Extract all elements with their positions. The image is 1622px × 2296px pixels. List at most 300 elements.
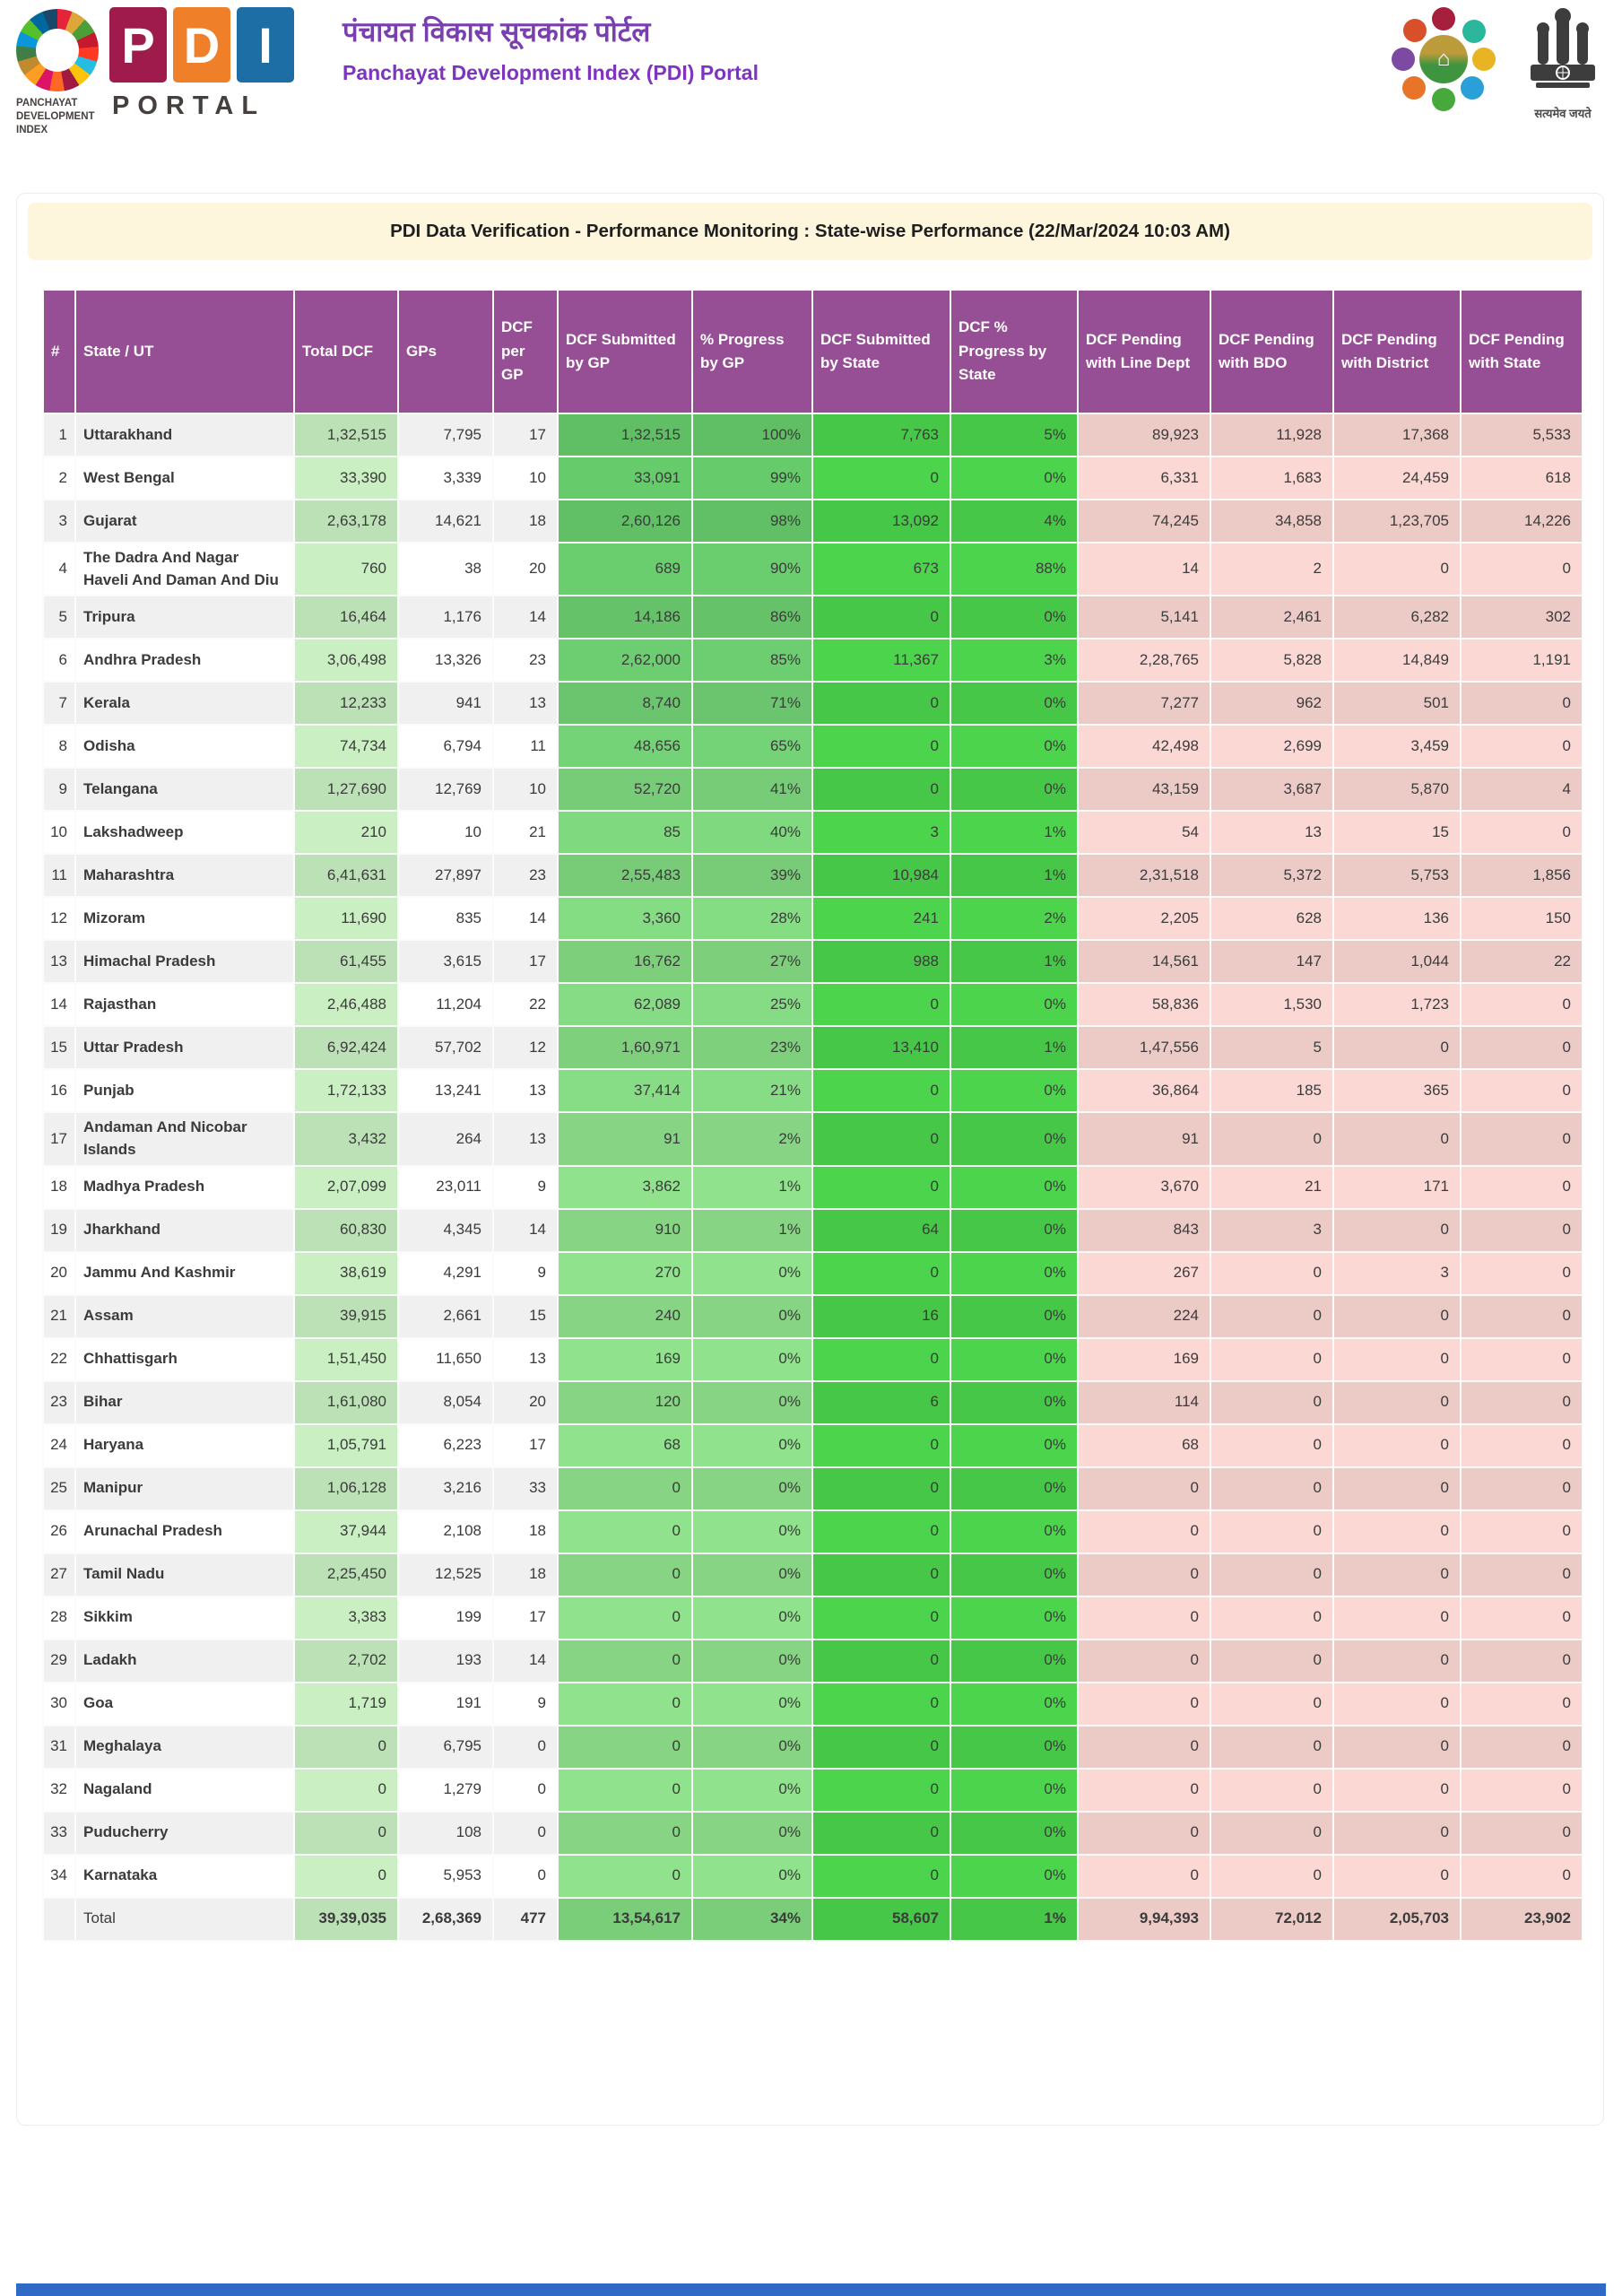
portal-word: PORTAL (112, 91, 266, 120)
cell-rank: 19 (43, 1209, 75, 1252)
cell-dcf-submitted-by-gp: 62,089 (558, 983, 692, 1026)
cell-dcf-submitted-by-state: 7,763 (812, 413, 950, 457)
cell-gps: 6,795 (398, 1726, 493, 1769)
cell-dcf-per-gp: 14 (493, 1209, 558, 1252)
cell-rank: 23 (43, 1381, 75, 1424)
statewise-performance-table (42, 289, 1583, 1942)
content-card (16, 193, 1604, 2126)
cell-rank: 14 (43, 983, 75, 1026)
cell-gps: 264 (398, 1112, 493, 1165)
cell-total-dcf: 1,72,133 (294, 1069, 398, 1112)
cell-dcf-submitted-by-gp: 0 (558, 1639, 692, 1683)
cell-dcf-pct-progress-by-state: 0% (950, 1596, 1078, 1639)
cell-dcf-pending-bdo: 147 (1210, 940, 1333, 983)
cell-dcf-submitted-by-gp: 2,60,126 (558, 500, 692, 543)
cell-dcf-submitted-by-state: 0 (812, 1596, 950, 1639)
cell-gps: 27,897 (398, 854, 493, 897)
cell-dcf-pending-district: 0 (1333, 1424, 1461, 1467)
cell-rank: 17 (43, 1112, 75, 1165)
cell-state-ut: Rajasthan (75, 983, 294, 1026)
cell-total-dcf: 1,51,450 (294, 1338, 398, 1381)
cell-dcf-pending-district: 0 (1333, 1553, 1461, 1596)
cell-dcf-pct-progress-by-state: 0% (950, 1467, 1078, 1510)
cell-dcf-pending-line-dept: 6,331 (1078, 457, 1210, 500)
cell-dcf-pending-bdo: 2,461 (1210, 596, 1333, 639)
table-row (43, 639, 1583, 682)
col-header-dcf-pending-district: DCF Pending with District (1333, 290, 1461, 413)
cell-state-ut: Nagaland (75, 1769, 294, 1812)
cell-dcf-pending-line-dept: 74,245 (1078, 500, 1210, 543)
cell-pct-progress-by-gp: 27% (692, 940, 812, 983)
table-row (43, 1424, 1583, 1467)
cell-dcf-pending-line-dept: 5,141 (1078, 596, 1210, 639)
cell-dcf-pending-bdo: 185 (1210, 1069, 1333, 1112)
cell-dcf-pending-state: 0 (1461, 1338, 1583, 1381)
cell-gps: 2,68,369 (398, 1898, 493, 1941)
cell-total-dcf: 3,06,498 (294, 639, 398, 682)
cell-gps: 2,108 (398, 1510, 493, 1553)
cell-total-dcf: 1,32,515 (294, 413, 398, 457)
cell-dcf-pending-bdo: 0 (1210, 1252, 1333, 1295)
cell-dcf-submitted-by-gp: 52,720 (558, 768, 692, 811)
cell-total-dcf: 1,719 (294, 1683, 398, 1726)
cell-total-dcf: 0 (294, 1769, 398, 1812)
cell-total-dcf: 38,619 (294, 1252, 398, 1295)
cell-dcf-pct-progress-by-state: 0% (950, 1166, 1078, 1209)
cell-dcf-pending-district: 6,282 (1333, 596, 1461, 639)
cell-dcf-pending-line-dept: 43,159 (1078, 768, 1210, 811)
cell-pct-progress-by-gp: 0% (692, 1726, 812, 1769)
cell-dcf-pending-state: 150 (1461, 897, 1583, 940)
cell-dcf-per-gp: 14 (493, 1639, 558, 1683)
cell-dcf-pending-district: 1,723 (1333, 983, 1461, 1026)
cell-dcf-submitted-by-state: 673 (812, 543, 950, 596)
cell-state-ut: Jammu And Kashmir (75, 1252, 294, 1295)
cell-dcf-pending-line-dept: 0 (1078, 1769, 1210, 1812)
cell-total-dcf: 1,61,080 (294, 1381, 398, 1424)
emblem-dot (1472, 48, 1496, 71)
cell-state-ut: Puducherry (75, 1812, 294, 1855)
cell-dcf-pending-district: 136 (1333, 897, 1461, 940)
cell-dcf-pending-bdo: 0 (1210, 1510, 1333, 1553)
cell-dcf-submitted-by-state: 0 (812, 1069, 950, 1112)
cell-dcf-pending-district: 0 (1333, 1209, 1461, 1252)
cell-pct-progress-by-gp: 25% (692, 983, 812, 1026)
cell-dcf-pending-line-dept: 2,31,518 (1078, 854, 1210, 897)
cell-dcf-pending-district: 0 (1333, 1026, 1461, 1069)
cell-dcf-pending-state: 5,533 (1461, 413, 1583, 457)
cell-dcf-pending-line-dept: 0 (1078, 1683, 1210, 1726)
cell-dcf-pending-district: 1,044 (1333, 940, 1461, 983)
cell-rank: 12 (43, 897, 75, 940)
cell-dcf-submitted-by-gp: 2,55,483 (558, 854, 692, 897)
cell-rank: 30 (43, 1683, 75, 1726)
cell-dcf-pct-progress-by-state: 0% (950, 725, 1078, 768)
cell-total-dcf: 61,455 (294, 940, 398, 983)
cell-rank: 5 (43, 596, 75, 639)
cell-gps: 1,279 (398, 1769, 493, 1812)
cell-dcf-submitted-by-gp: 1,32,515 (558, 413, 692, 457)
cell-dcf-pending-state: 23,902 (1461, 1898, 1583, 1941)
emblem-dot (1461, 76, 1484, 100)
cell-dcf-per-gp: 20 (493, 1381, 558, 1424)
cell-state-ut: Mizoram (75, 897, 294, 940)
cell-dcf-pending-district: 3 (1333, 1252, 1461, 1295)
cell-dcf-submitted-by-gp: 14,186 (558, 596, 692, 639)
cell-dcf-pending-line-dept: 0 (1078, 1726, 1210, 1769)
cell-dcf-pending-bdo: 2,699 (1210, 725, 1333, 768)
cell-pct-progress-by-gp: 0% (692, 1338, 812, 1381)
cell-gps: 5,953 (398, 1855, 493, 1898)
cell-dcf-pending-state: 0 (1461, 1596, 1583, 1639)
table-row (43, 457, 1583, 500)
cell-pct-progress-by-gp: 0% (692, 1596, 812, 1639)
cell-dcf-submitted-by-state: 13,410 (812, 1026, 950, 1069)
cell-dcf-pct-progress-by-state: 4% (950, 500, 1078, 543)
cell-dcf-submitted-by-state: 241 (812, 897, 950, 940)
cell-dcf-pending-district: 15 (1333, 811, 1461, 854)
cell-dcf-pending-district: 0 (1333, 1726, 1461, 1769)
table-row (43, 1855, 1583, 1898)
cell-dcf-pending-bdo: 34,858 (1210, 500, 1333, 543)
letter-box-p: P (109, 7, 167, 83)
cell-dcf-pending-state: 0 (1461, 1812, 1583, 1855)
emblem-dot (1402, 76, 1426, 100)
cell-dcf-pending-district: 0 (1333, 1338, 1461, 1381)
emblem-dot (1462, 20, 1486, 43)
cell-dcf-pending-bdo: 0 (1210, 1683, 1333, 1726)
cell-state-ut: Sikkim (75, 1596, 294, 1639)
cell-rank: 6 (43, 639, 75, 682)
cell-dcf-pending-state: 4 (1461, 768, 1583, 811)
cell-pct-progress-by-gp: 0% (692, 1553, 812, 1596)
cell-dcf-per-gp: 0 (493, 1812, 558, 1855)
cell-dcf-pending-line-dept: 36,864 (1078, 1069, 1210, 1112)
cell-pct-progress-by-gp: 71% (692, 682, 812, 725)
cell-dcf-pending-state: 22 (1461, 940, 1583, 983)
cell-state-ut: Uttar Pradesh (75, 1026, 294, 1069)
cell-dcf-pct-progress-by-state: 0% (950, 1338, 1078, 1381)
cell-total-dcf: 2,25,450 (294, 1553, 398, 1596)
cell-rank: 15 (43, 1026, 75, 1069)
cell-pct-progress-by-gp: 0% (692, 1683, 812, 1726)
cell-dcf-pending-bdo: 5 (1210, 1026, 1333, 1069)
cell-dcf-pending-district: 0 (1333, 1639, 1461, 1683)
cell-dcf-pending-line-dept: 169 (1078, 1338, 1210, 1381)
cell-dcf-pct-progress-by-state: 0% (950, 596, 1078, 639)
cell-pct-progress-by-gp: 0% (692, 1510, 812, 1553)
cell-pct-progress-by-gp: 0% (692, 1424, 812, 1467)
cell-dcf-per-gp: 0 (493, 1855, 558, 1898)
cell-gps: 6,223 (398, 1424, 493, 1467)
cell-gps: 13,326 (398, 639, 493, 682)
cell-dcf-pending-line-dept: 843 (1078, 1209, 1210, 1252)
cell-dcf-pending-state: 0 (1461, 1026, 1583, 1069)
table-row (43, 940, 1583, 983)
cell-dcf-pending-state: 0 (1461, 1166, 1583, 1209)
cell-gps: 191 (398, 1683, 493, 1726)
col-header-state-ut: State / UT (75, 290, 294, 413)
cell-total-dcf: 0 (294, 1855, 398, 1898)
cell-dcf-pct-progress-by-state: 0% (950, 457, 1078, 500)
table-row (43, 1338, 1583, 1381)
cell-dcf-pending-state: 0 (1461, 1726, 1583, 1769)
cell-dcf-submitted-by-state: 0 (812, 1467, 950, 1510)
cell-dcf-pct-progress-by-state: 0% (950, 1553, 1078, 1596)
cell-dcf-per-gp: 15 (493, 1295, 558, 1338)
cell-total-dcf: 2,702 (294, 1639, 398, 1683)
cell-dcf-per-gp: 20 (493, 543, 558, 596)
cell-state-ut: Tamil Nadu (75, 1553, 294, 1596)
cell-dcf-pending-district: 3,459 (1333, 725, 1461, 768)
cell-gps: 941 (398, 682, 493, 725)
cell-pct-progress-by-gp: 100% (692, 413, 812, 457)
cell-dcf-pending-state: 0 (1461, 1209, 1583, 1252)
report-title-banner (28, 203, 1592, 260)
cell-dcf-pending-line-dept: 114 (1078, 1381, 1210, 1424)
cell-total-dcf: 39,39,035 (294, 1898, 398, 1941)
col-header-dcf-pct-progress-by-state: DCF % Progress by State (950, 290, 1078, 413)
table-row (43, 1683, 1583, 1726)
cell-dcf-submitted-by-state: 0 (812, 725, 950, 768)
cell-rank: 11 (43, 854, 75, 897)
cell-dcf-submitted-by-gp: 2,62,000 (558, 639, 692, 682)
cell-pct-progress-by-gp: 0% (692, 1467, 812, 1510)
cell-state-ut: Maharashtra (75, 854, 294, 897)
cell-pct-progress-by-gp: 98% (692, 500, 812, 543)
cell-dcf-per-gp: 23 (493, 639, 558, 682)
cell-gps: 12,769 (398, 768, 493, 811)
cell-rank: 2 (43, 457, 75, 500)
cell-dcf-submitted-by-gp: 0 (558, 1553, 692, 1596)
col-header-gps: GPs (398, 290, 493, 413)
cell-total-dcf: 0 (294, 1812, 398, 1855)
cell-total-dcf: 16,464 (294, 596, 398, 639)
table-row (43, 543, 1583, 596)
cell-dcf-pending-state: 0 (1461, 1112, 1583, 1165)
col-header-dcf-pending-state: DCF Pending with State (1461, 290, 1583, 413)
cell-total-dcf: 39,915 (294, 1295, 398, 1338)
cell-pct-progress-by-gp: 34% (692, 1898, 812, 1941)
cell-dcf-pending-state: 0 (1461, 1252, 1583, 1295)
cell-dcf-pending-district: 0 (1333, 1855, 1461, 1898)
cell-dcf-per-gp: 17 (493, 1596, 558, 1639)
cell-dcf-pending-state: 0 (1461, 682, 1583, 725)
cell-dcf-pct-progress-by-state: 0% (950, 983, 1078, 1026)
cell-dcf-submitted-by-gp: 91 (558, 1112, 692, 1165)
cell-gps: 7,795 (398, 413, 493, 457)
cell-dcf-pending-state: 0 (1461, 1769, 1583, 1812)
cell-dcf-per-gp: 22 (493, 983, 558, 1026)
cell-state-ut: Haryana (75, 1424, 294, 1467)
cell-dcf-pending-district: 5,870 (1333, 768, 1461, 811)
cell-rank: 25 (43, 1467, 75, 1510)
cell-dcf-pending-bdo: 0 (1210, 1596, 1333, 1639)
cell-dcf-per-gp: 17 (493, 940, 558, 983)
cell-dcf-pending-line-dept: 91 (1078, 1112, 1210, 1165)
cell-dcf-pending-bdo: 1,683 (1210, 457, 1333, 500)
cell-dcf-submitted-by-gp: 0 (558, 1683, 692, 1726)
cell-state-ut: Arunachal Pradesh (75, 1510, 294, 1553)
cell-dcf-pct-progress-by-state: 0% (950, 1381, 1078, 1424)
cell-dcf-submitted-by-gp: 0 (558, 1510, 692, 1553)
cell-dcf-submitted-by-gp: 16,762 (558, 940, 692, 983)
table-row (43, 413, 1583, 457)
letter-box-i: I (237, 7, 294, 83)
cell-dcf-pending-district: 2,05,703 (1333, 1898, 1461, 1941)
cell-dcf-pending-bdo: 0 (1210, 1467, 1333, 1510)
cell-total-dcf: 6,92,424 (294, 1026, 398, 1069)
cell-state-ut: Uttarakhand (75, 413, 294, 457)
cell-gps: 3,339 (398, 457, 493, 500)
table-row (43, 1209, 1583, 1252)
cell-dcf-submitted-by-gp: 169 (558, 1338, 692, 1381)
cell-dcf-pct-progress-by-state: 0% (950, 1424, 1078, 1467)
cell-dcf-submitted-by-state: 988 (812, 940, 950, 983)
cell-dcf-pending-district: 501 (1333, 682, 1461, 725)
cell-dcf-submitted-by-gp: 37,414 (558, 1069, 692, 1112)
cell-gps: 13,241 (398, 1069, 493, 1112)
cell-dcf-pct-progress-by-state: 1% (950, 940, 1078, 983)
cell-dcf-pending-line-dept: 0 (1078, 1467, 1210, 1510)
cell-dcf-submitted-by-state: 0 (812, 682, 950, 725)
cell-dcf-pending-state: 0 (1461, 1855, 1583, 1898)
cell-gps: 10 (398, 811, 493, 854)
table-row (43, 897, 1583, 940)
cell-dcf-submitted-by-gp: 85 (558, 811, 692, 854)
cell-dcf-pct-progress-by-state: 0% (950, 768, 1078, 811)
emblem-dot (1432, 88, 1455, 111)
cell-dcf-submitted-by-state: 0 (812, 983, 950, 1026)
cell-dcf-per-gp: 0 (493, 1726, 558, 1769)
cell-dcf-submitted-by-state: 0 (812, 1252, 950, 1295)
table-row (43, 811, 1583, 854)
report-title: PDI Data Verification - Performance Monitoring : State-wise Performance (22/Mar/2024 10:03 AM) (390, 221, 1230, 241)
table-row (43, 1812, 1583, 1855)
cell-dcf-pending-district: 24,459 (1333, 457, 1461, 500)
cell-dcf-pending-state: 0 (1461, 1424, 1583, 1467)
cell-dcf-pending-line-dept: 54 (1078, 811, 1210, 854)
cell-rank: 32 (43, 1769, 75, 1812)
cell-rank: 28 (43, 1596, 75, 1639)
cell-dcf-per-gp: 9 (493, 1252, 558, 1295)
cell-pct-progress-by-gp: 0% (692, 1769, 812, 1812)
cell-total-dcf: 2,07,099 (294, 1166, 398, 1209)
cell-dcf-pending-bdo: 0 (1210, 1769, 1333, 1812)
pdi-logo[interactable] (16, 5, 330, 149)
cell-dcf-pending-state: 0 (1461, 1069, 1583, 1112)
cell-pct-progress-by-gp: 0% (692, 1295, 812, 1338)
cell-total-dcf: 3,383 (294, 1596, 398, 1639)
emblem-motto: सत्यमेव जयते (1534, 107, 1592, 120)
cell-dcf-pending-bdo: 11,928 (1210, 413, 1333, 457)
cell-pct-progress-by-gp: 0% (692, 1812, 812, 1855)
cell-gps: 57,702 (398, 1026, 493, 1069)
cell-dcf-pending-line-dept: 42,498 (1078, 725, 1210, 768)
cell-dcf-submitted-by-state: 0 (812, 1338, 950, 1381)
cell-total-dcf: 6,41,631 (294, 854, 398, 897)
site-titles (343, 13, 759, 85)
cell-dcf-pending-line-dept: 58,836 (1078, 983, 1210, 1026)
cell-dcf-per-gp: 9 (493, 1683, 558, 1726)
cell-dcf-submitted-by-gp: 0 (558, 1812, 692, 1855)
cell-dcf-pending-state: 0 (1461, 1381, 1583, 1424)
cell-dcf-pending-bdo: 0 (1210, 1424, 1333, 1467)
cell-dcf-pending-bdo: 5,372 (1210, 854, 1333, 897)
cell-pct-progress-by-gp: 65% (692, 725, 812, 768)
cell-dcf-pending-state: 0 (1461, 1683, 1583, 1726)
cell-state-ut: Kerala (75, 682, 294, 725)
sdg-wheel-icon (16, 9, 99, 91)
cell-dcf-pending-line-dept: 267 (1078, 1252, 1210, 1295)
cell-rank: 34 (43, 1855, 75, 1898)
national-emblem-icon (1524, 7, 1601, 142)
table-row (43, 983, 1583, 1026)
cell-dcf-pending-state: 0 (1461, 1295, 1583, 1338)
cell-dcf-submitted-by-state: 0 (812, 1812, 950, 1855)
cell-dcf-per-gp: 13 (493, 682, 558, 725)
cell-state-ut: Telangana (75, 768, 294, 811)
cell-dcf-per-gp: 10 (493, 768, 558, 811)
cell-dcf-pending-bdo: 5,828 (1210, 639, 1333, 682)
cell-dcf-submitted-by-state: 16 (812, 1295, 950, 1338)
cell-gps: 835 (398, 897, 493, 940)
col-header-total-dcf: Total DCF (294, 290, 398, 413)
cell-dcf-pct-progress-by-state: 0% (950, 682, 1078, 725)
cell-dcf-submitted-by-state: 58,607 (812, 1898, 950, 1941)
cell-gps: 23,011 (398, 1166, 493, 1209)
cell-dcf-per-gp: 14 (493, 897, 558, 940)
cell-dcf-pending-state: 0 (1461, 725, 1583, 768)
cell-dcf-pending-line-dept: 0 (1078, 1855, 1210, 1898)
cell-pct-progress-by-gp: 39% (692, 854, 812, 897)
table-header (43, 290, 1583, 413)
cell-dcf-pending-bdo: 0 (1210, 1726, 1333, 1769)
cell-total-dcf: 33,390 (294, 457, 398, 500)
cell-total-dcf: 1,27,690 (294, 768, 398, 811)
cell-pct-progress-by-gp: 41% (692, 768, 812, 811)
cell-dcf-pending-line-dept: 3,670 (1078, 1166, 1210, 1209)
emblem-dot (1432, 7, 1455, 30)
cell-dcf-pending-bdo: 13 (1210, 811, 1333, 854)
cell-dcf-pending-state: 0 (1461, 983, 1583, 1026)
table-row (43, 1112, 1583, 1165)
cell-dcf-pending-bdo: 3,687 (1210, 768, 1333, 811)
cell-dcf-per-gp: 18 (493, 1510, 558, 1553)
cell-dcf-submitted-by-gp: 1,60,971 (558, 1026, 692, 1069)
cell-dcf-pending-district: 0 (1333, 1381, 1461, 1424)
cell-dcf-pending-bdo: 0 (1210, 1381, 1333, 1424)
col-header-pct-progress-by-gp: % Progress by GP (692, 290, 812, 413)
cell-dcf-submitted-by-state: 0 (812, 1510, 950, 1553)
cell-total-dcf: 1,05,791 (294, 1424, 398, 1467)
table-row (43, 596, 1583, 639)
cell-dcf-submitted-by-gp: 68 (558, 1424, 692, 1467)
cell-rank: 33 (43, 1812, 75, 1855)
cell-gps: 193 (398, 1639, 493, 1683)
cell-dcf-per-gp: 23 (493, 854, 558, 897)
panchayat-emblem-icon (1392, 7, 1496, 111)
logo-caption: PANCHAYAT DEVELOPMENT INDEX (16, 98, 95, 135)
cell-pct-progress-by-gp: 85% (692, 639, 812, 682)
cell-gps: 1,176 (398, 596, 493, 639)
cell-dcf-pct-progress-by-state: 0% (950, 1683, 1078, 1726)
cell-dcf-pct-progress-by-state: 0% (950, 1510, 1078, 1553)
total-row (43, 1898, 1583, 1941)
cell-dcf-pending-bdo: 72,012 (1210, 1898, 1333, 1941)
cell-pct-progress-by-gp: 2% (692, 1112, 812, 1165)
cell-pct-progress-by-gp: 90% (692, 543, 812, 596)
